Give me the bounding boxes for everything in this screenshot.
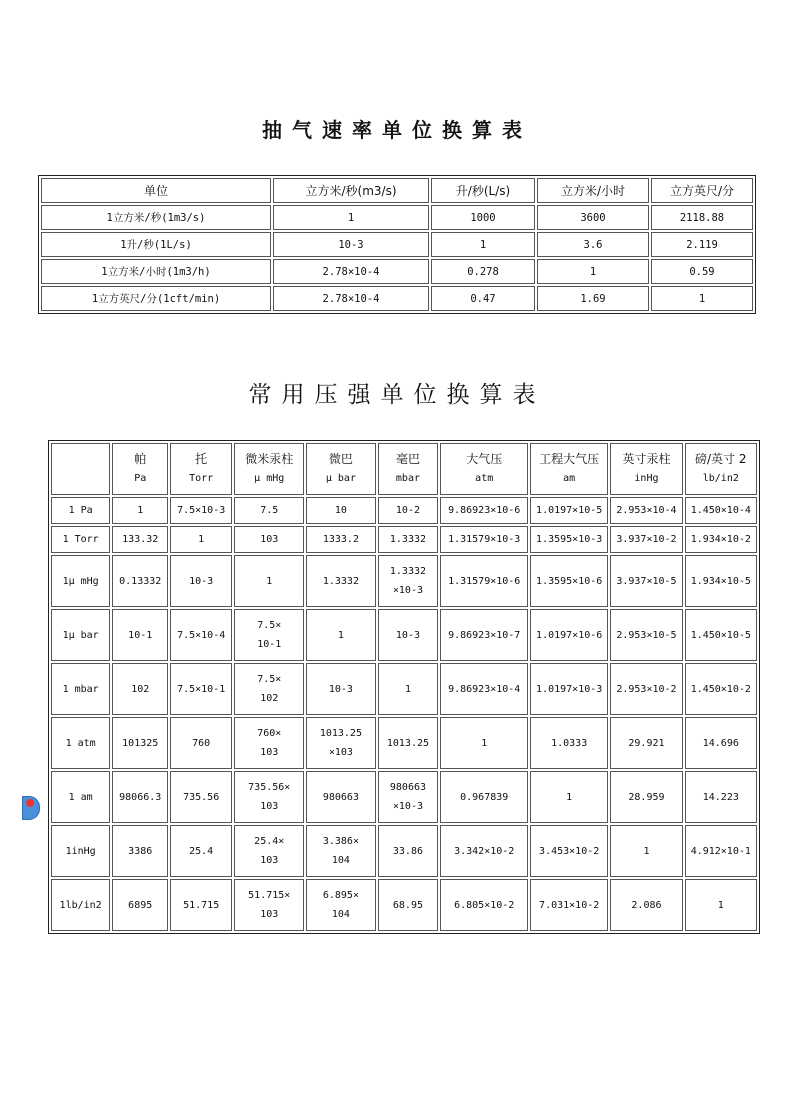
value-cell: 1.450×10-2	[685, 663, 757, 715]
value-line: 104	[331, 909, 350, 920]
row-label-cell: 1 am	[51, 771, 110, 823]
value-cell: 1.69	[537, 286, 649, 311]
value-cell: 6895	[112, 879, 168, 931]
value-cell: 1000	[431, 205, 535, 230]
value-cell	[234, 771, 304, 823]
header-cn-label: 毫巴	[395, 452, 420, 466]
table-header-row	[41, 178, 753, 203]
value-cell: 29.921	[610, 717, 682, 769]
value-cell: 9.86923×10-4	[440, 663, 528, 715]
value-cell: 9.86923×10-7	[440, 609, 528, 661]
value-cell: 1.934×10-2	[685, 526, 757, 553]
table-row	[51, 717, 757, 769]
row-label-cell: 1升/秒(1L/s)	[41, 232, 271, 257]
value-cell: 1333.2	[306, 526, 375, 553]
table-row	[51, 663, 757, 715]
table-row	[51, 497, 757, 524]
value-cell: 9.86923×10-6	[440, 497, 528, 524]
header-unit-label: mbar	[395, 473, 420, 484]
row-label-cell: 1立方英尺/分(1cft/min)	[41, 286, 271, 311]
value-cell: 25.4	[170, 825, 232, 877]
header-cell	[306, 443, 375, 495]
value-cell: 33.86	[378, 825, 439, 877]
header-cn-label: 磅/英寸 2	[695, 452, 747, 466]
value-cell: 1.3332	[306, 555, 375, 607]
value-line: ×103	[328, 747, 353, 758]
notification-dot-icon	[26, 799, 34, 807]
value-cell	[234, 825, 304, 877]
value-cell: 10-3	[273, 232, 429, 257]
value-line: 6.895×	[322, 890, 359, 901]
value-cell: 1.0197×10-3	[530, 663, 608, 715]
table-row	[51, 825, 757, 877]
value-cell: 51.715	[170, 879, 232, 931]
value-line: 7.5×	[257, 674, 282, 685]
table-row	[51, 609, 757, 661]
value-cell: 1.3332	[378, 526, 439, 553]
value-cell: 1	[610, 825, 682, 877]
value-cell: 1	[685, 879, 757, 931]
row-label-cell: 1 Torr	[51, 526, 110, 553]
value-cell	[306, 879, 375, 931]
header-unit-label: atm	[475, 473, 494, 484]
value-cell: 10	[306, 497, 375, 524]
header-cell	[170, 443, 232, 495]
value-cell: 3.342×10-2	[440, 825, 528, 877]
header-cell	[51, 443, 110, 495]
value-cell: 3.937×10-2	[610, 526, 682, 553]
value-cell: 68.95	[378, 879, 439, 931]
value-cell	[378, 771, 439, 823]
value-cell	[234, 663, 304, 715]
value-line: 103	[260, 747, 279, 758]
value-line: 980663	[389, 782, 427, 793]
value-cell: 7.031×10-2	[530, 879, 608, 931]
value-cell: 1.0197×10-5	[530, 497, 608, 524]
header-unit-label: am	[563, 473, 576, 484]
speed-table-title: 抽气速率单位换算表	[262, 118, 532, 142]
value-cell: 2.953×10-4	[610, 497, 682, 524]
header-cell	[530, 443, 608, 495]
table-header-row	[51, 443, 757, 495]
row-label-cell: 1 mbar	[51, 663, 110, 715]
value-cell: 1.450×10-4	[685, 497, 757, 524]
pressure-unit-table	[48, 440, 760, 934]
value-cell: 102	[112, 663, 168, 715]
row-label-cell: 1 Pa	[51, 497, 110, 524]
table-row	[51, 555, 757, 607]
value-cell: 98066.3	[112, 771, 168, 823]
pumping-speed-table	[38, 175, 756, 314]
value-cell: 1	[378, 663, 439, 715]
value-cell: 7.5×10-4	[170, 609, 232, 661]
value-cell: 7.5	[234, 497, 304, 524]
row-label-cell: 1 atm	[51, 717, 110, 769]
value-cell	[234, 879, 304, 931]
row-label-cell: 1μ mHg	[51, 555, 110, 607]
header-cn-label: 工程大气压	[539, 452, 600, 466]
value-cell: 1013.25	[378, 717, 439, 769]
table-row	[41, 232, 753, 257]
value-cell: 10-1	[112, 609, 168, 661]
header-cn-label: 微米汞柱	[245, 452, 294, 466]
value-cell: 1.3595×10-3	[530, 526, 608, 553]
value-cell: 10-3	[306, 663, 375, 715]
row-label-cell: 1μ bar	[51, 609, 110, 661]
table-row	[41, 259, 753, 284]
value-cell: 2.086	[610, 879, 682, 931]
value-cell: 133.32	[112, 526, 168, 553]
value-line: ×10-3	[392, 801, 423, 812]
value-cell: 1	[112, 497, 168, 524]
value-cell: 1	[440, 717, 528, 769]
table-row	[51, 879, 757, 931]
header-cn-label: 微巴	[328, 452, 353, 466]
value-cell: 3.6	[537, 232, 649, 257]
value-cell: 0.13332	[112, 555, 168, 607]
header-cell: 升/秒(L/s)	[431, 178, 535, 203]
row-label-cell: 1立方米/小时(1m3/h)	[41, 259, 271, 284]
value-cell: 1.3595×10-6	[530, 555, 608, 607]
value-cell: 1	[530, 771, 608, 823]
value-cell: 4.912×10-1	[685, 825, 757, 877]
header-cn-label: 大气压	[466, 452, 503, 466]
value-cell: 1.31579×10-3	[440, 526, 528, 553]
value-cell: 1	[306, 609, 375, 661]
value-cell: 1	[234, 555, 304, 607]
header-unit-label: μ bar	[325, 473, 356, 484]
table-row	[51, 771, 757, 823]
value-cell	[306, 825, 375, 877]
value-cell: 760	[170, 717, 232, 769]
floating-app-icon[interactable]	[22, 796, 40, 820]
value-cell: 2.119	[651, 232, 753, 257]
header-unit-label: lb/in2	[702, 473, 739, 484]
header-cell: 立方米/秒(m3/s)	[273, 178, 429, 203]
value-cell: 0.967839	[440, 771, 528, 823]
header-cell: 单位	[41, 178, 271, 203]
value-line: 103	[260, 855, 279, 866]
row-label-cell: 1lb/in2	[51, 879, 110, 931]
header-cell: 立方米/小时	[537, 178, 649, 203]
value-cell: 735.56	[170, 771, 232, 823]
value-line: 103	[260, 801, 279, 812]
value-cell: 14.696	[685, 717, 757, 769]
value-cell: 1.0197×10-6	[530, 609, 608, 661]
value-line: 10-1	[257, 639, 282, 650]
header-cell: 立方英尺/分	[651, 178, 753, 203]
value-cell: 1	[537, 259, 649, 284]
value-line: 1013.25	[319, 728, 362, 739]
value-line: 51.715×	[248, 890, 291, 901]
table-row	[41, 205, 753, 230]
value-cell: 1.934×10-5	[685, 555, 757, 607]
header-cell	[234, 443, 304, 495]
value-cell: 1.31579×10-6	[440, 555, 528, 607]
value-cell: 2.78×10-4	[273, 286, 429, 311]
row-label-cell: 1立方米/秒(1m3/s)	[41, 205, 271, 230]
value-cell	[378, 555, 439, 607]
value-cell	[234, 609, 304, 661]
value-cell: 1	[170, 526, 232, 553]
value-cell: 1	[651, 286, 753, 311]
header-cn-label: 托	[195, 452, 208, 466]
header-unit-label: Torr	[189, 473, 214, 484]
value-line: 103	[260, 909, 279, 920]
value-line: 760×	[257, 728, 282, 739]
value-cell: 3386	[112, 825, 168, 877]
header-unit-label: Pa	[134, 473, 147, 484]
value-cell: 1.450×10-5	[685, 609, 757, 661]
header-cell	[112, 443, 168, 495]
value-cell: 0.278	[431, 259, 535, 284]
header-unit-label: inHg	[634, 473, 659, 484]
header-cell	[610, 443, 682, 495]
header-cell	[378, 443, 439, 495]
header-cell	[685, 443, 757, 495]
value-cell: 2118.88	[651, 205, 753, 230]
value-cell: 10-3	[378, 609, 439, 661]
value-cell: 3.937×10-5	[610, 555, 682, 607]
value-cell: 14.223	[685, 771, 757, 823]
value-cell: 0.47	[431, 286, 535, 311]
pressure-table-title: 常用压强单位换算表	[248, 382, 546, 408]
value-cell: 7.5×10-1	[170, 663, 232, 715]
value-cell: 3.453×10-2	[530, 825, 608, 877]
value-line: 25.4×	[254, 836, 285, 847]
value-cell: 103	[234, 526, 304, 553]
value-line: 3.386×	[322, 836, 359, 847]
value-cell: 28.959	[610, 771, 682, 823]
value-cell: 1	[431, 232, 535, 257]
header-unit-label: μ mHg	[254, 473, 285, 484]
value-line: 104	[331, 855, 350, 866]
value-cell: 3600	[537, 205, 649, 230]
row-label-cell: 1inHg	[51, 825, 110, 877]
value-cell	[306, 717, 375, 769]
value-cell: 1	[273, 205, 429, 230]
value-cell: 0.59	[651, 259, 753, 284]
value-cell: 2.78×10-4	[273, 259, 429, 284]
value-cell: 7.5×10-3	[170, 497, 232, 524]
table-row	[51, 526, 757, 553]
value-cell	[234, 717, 304, 769]
value-cell: 6.805×10-2	[440, 879, 528, 931]
value-cell: 10-3	[170, 555, 232, 607]
header-cn-label: 帕	[134, 452, 147, 466]
header-cn-label: 英寸汞柱	[622, 452, 671, 466]
value-line: 735.56×	[248, 782, 291, 793]
value-cell: 101325	[112, 717, 168, 769]
value-cell: 980663	[306, 771, 375, 823]
value-line: 7.5×	[257, 620, 282, 631]
value-line: 102	[260, 693, 279, 704]
value-cell: 10-2	[378, 497, 439, 524]
header-cell	[440, 443, 528, 495]
value-line: 1.3332	[389, 566, 427, 577]
value-line: ×10-3	[392, 585, 423, 596]
value-cell: 1.0333	[530, 717, 608, 769]
value-cell: 2.953×10-5	[610, 609, 682, 661]
value-cell: 2.953×10-2	[610, 663, 682, 715]
table-row	[41, 286, 753, 311]
